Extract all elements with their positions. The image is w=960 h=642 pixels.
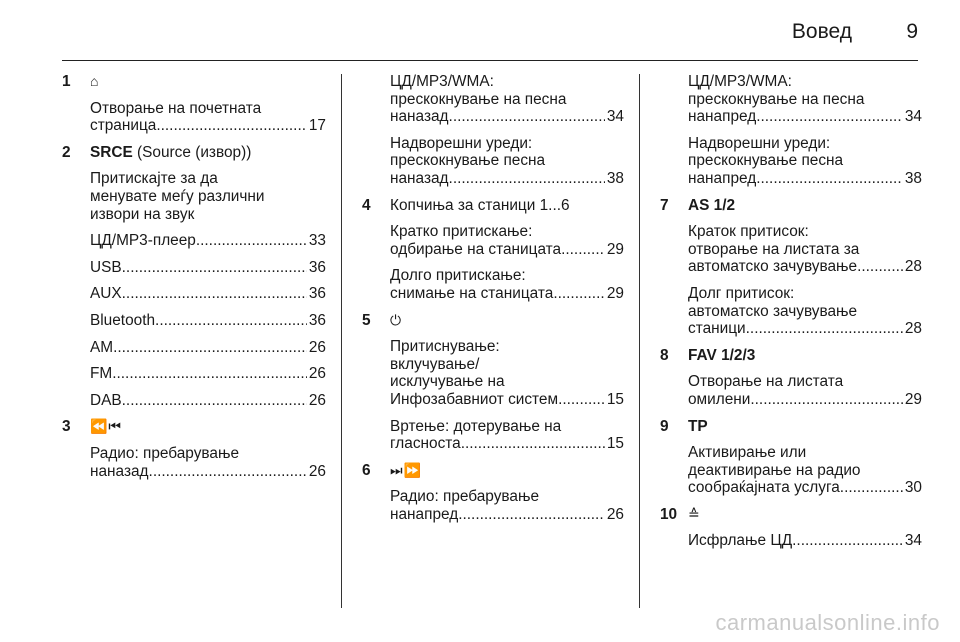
toc-text: AM: [90, 338, 114, 356]
entry-text: прескокнување на песна: [688, 90, 865, 108]
toc-leader-dots: [449, 108, 605, 126]
toc-leader-dots: [458, 506, 605, 524]
toc-row[interactable]: [688, 108, 922, 126]
entry-number: 6: [362, 461, 371, 479]
index-entry: [362, 462, 624, 524]
toc-leader-dots: [553, 285, 605, 303]
toc-leader-dots: [461, 435, 605, 453]
entry-text: Вртење: дотерување на: [390, 417, 562, 435]
entry-text: Притиснување:: [390, 338, 500, 356]
toc-row[interactable]: [90, 365, 326, 383]
entry-text: Радио: пребарување: [390, 488, 540, 506]
toc-row[interactable]: [688, 479, 922, 497]
toc-text: Инфозабавниот систем: [390, 390, 559, 408]
index-column-2: [362, 73, 624, 523]
page-header: [62, 16, 918, 61]
toc-leader-dots: [449, 170, 605, 188]
entry-text: ЦД/MP3/WMA:: [390, 73, 494, 90]
entry-text: Надворешни уреди:: [390, 134, 533, 152]
toc-page-number: 26: [308, 391, 326, 409]
index-entry: [362, 197, 624, 303]
index-entry: [660, 197, 922, 338]
toc-leader-dots: [756, 108, 903, 126]
page-title: Вовед: [791, 20, 852, 43]
toc-text: наназад: [390, 108, 449, 126]
toc-row[interactable]: [90, 339, 326, 357]
index-column-1: [62, 73, 326, 480]
control-label: [688, 347, 922, 365]
entry-text: менувате меѓу различни: [90, 187, 265, 205]
entry-number: 3: [62, 418, 71, 436]
entry-text: Долг притисок:: [688, 284, 795, 302]
index-entry: [62, 418, 326, 480]
entry-text: Активирање или: [688, 444, 807, 462]
toc-page-number: 36: [308, 258, 326, 276]
entry-text: ЦД/MP3/WMA:: [688, 73, 792, 90]
toc-text: AUX: [90, 285, 122, 303]
toc-leader-dots: [792, 532, 903, 550]
index-entry: [62, 144, 326, 410]
toc-row[interactable]: [688, 532, 922, 550]
toc-leader-dots: [122, 392, 307, 410]
toc-leader-dots: [112, 365, 307, 383]
toc-row[interactable]: [390, 170, 624, 188]
toc-page-number: 15: [606, 390, 624, 408]
toc-page-number: 28: [904, 320, 922, 338]
toc-text: одбирање на станицата: [390, 240, 562, 258]
entry-number: 1: [62, 73, 71, 90]
index-entry: [660, 73, 922, 188]
toc-page-number: 26: [308, 365, 326, 383]
toc-row[interactable]: [390, 285, 624, 303]
index-entry: [660, 506, 922, 550]
toc-row[interactable]: [390, 108, 624, 126]
control-label: [390, 462, 624, 480]
toc-text: сообраќајната услуга: [688, 479, 840, 497]
entry-text: деактивирање на радио: [688, 461, 861, 479]
toc-row[interactable]: [90, 312, 326, 330]
entry-number: 2: [62, 143, 71, 161]
entry-text: прескокнување песна: [688, 152, 844, 170]
index-entry: [660, 418, 922, 497]
toc-page-number: 29: [904, 390, 922, 408]
entry-text: Отворање на почетната: [90, 99, 262, 117]
toc-page-number: 36: [308, 285, 326, 303]
entry-text: исклучување на: [390, 373, 505, 391]
toc-text: наназад: [90, 462, 149, 480]
toc-page-number: 30: [904, 479, 922, 497]
column-divider: [639, 74, 640, 608]
entry-text: Отворање на листата: [688, 373, 844, 391]
toc-page-number: 34: [606, 108, 624, 126]
toc-leader-dots: [857, 258, 903, 276]
control-name: Копчиња за станици 1...6: [390, 196, 570, 214]
entry-text: автоматско зачувување: [688, 302, 858, 320]
toc-text: FM: [90, 365, 113, 383]
entry-text: Долго притискање:: [390, 267, 526, 285]
control-key: FAV 1/2/3: [688, 346, 756, 364]
index-entry: [362, 73, 624, 188]
control-label: [390, 197, 624, 215]
toc-leader-dots: [840, 479, 903, 497]
entry-text: вклучување/: [390, 355, 480, 373]
toc-leader-dots: [156, 117, 307, 135]
toc-leader-dots: [149, 463, 307, 481]
index-column-3: [660, 73, 922, 550]
control-label: [90, 144, 326, 162]
toc-page-number: 34: [904, 108, 922, 126]
toc-page-number: 34: [904, 532, 922, 550]
toc-row[interactable]: [90, 259, 326, 277]
toc-text: нанапред: [688, 169, 757, 187]
toc-page-number: 26: [308, 338, 326, 356]
toc-leader-dots: [756, 170, 903, 188]
control-key: SRCE: [90, 143, 133, 161]
toc-text: гласноста: [390, 435, 461, 453]
toc-page-number: 38: [606, 169, 624, 187]
toc-text: нанапред: [390, 505, 459, 523]
entry-number: 5: [362, 311, 371, 329]
toc-text: Исфрлање ЦД: [688, 532, 793, 550]
toc-page-number: 26: [606, 505, 624, 523]
control-label: [688, 506, 922, 524]
control-key-suffix: (Source (извор)): [132, 143, 252, 161]
toc-text: автоматско зачувување: [688, 258, 858, 276]
power-icon: ⏻: [390, 311, 403, 328]
control-label: [390, 312, 624, 330]
toc-leader-dots: [122, 259, 307, 277]
toc-row[interactable]: [390, 241, 624, 259]
toc-page-number: 15: [606, 435, 624, 453]
seek-back-icon: ⏪⏮: [90, 418, 123, 435]
toc-text: страница: [90, 117, 157, 135]
toc-leader-dots: [558, 391, 605, 409]
toc-row[interactable]: [90, 232, 326, 250]
toc-leader-dots: [155, 312, 307, 330]
toc-text: DAB: [90, 391, 122, 409]
toc-text: снимање на станицата: [390, 284, 554, 302]
eject-icon: ≙: [688, 505, 701, 522]
toc-text: USB: [90, 258, 122, 276]
toc-text: станици: [688, 320, 746, 338]
toc-page-number: 36: [308, 311, 326, 329]
toc-text: омилени: [688, 390, 751, 408]
toc-row[interactable]: [90, 463, 326, 481]
control-key: AS 1/2: [688, 196, 736, 214]
toc-row[interactable]: [390, 435, 624, 453]
toc-page-number: 17: [308, 117, 326, 135]
toc-text: нанапред: [688, 108, 757, 126]
toc-page-number: 28: [904, 258, 922, 276]
seek-forward-icon: ⏭⏩: [390, 461, 423, 478]
toc-page-number: 33: [308, 232, 326, 250]
entry-number: 8: [660, 346, 669, 364]
toc-text: ЦД/MP3-плеер: [90, 232, 196, 250]
toc-row[interactable]: [688, 170, 922, 188]
toc-leader-dots: [561, 241, 605, 259]
toc-leader-dots: [750, 391, 903, 409]
index-entry: [660, 347, 922, 409]
control-key: TP: [688, 417, 708, 435]
entry-number: 4: [362, 196, 371, 214]
toc-text: наназад: [390, 169, 449, 187]
entry-text: прескокнување на песна: [390, 90, 567, 108]
toc-row[interactable]: [390, 391, 624, 409]
index-entry: [62, 73, 326, 135]
toc-page-number: 29: [606, 284, 624, 302]
entry-text: прескокнување песна: [390, 152, 546, 170]
control-label: [688, 197, 922, 215]
entry-text: Радио: пребарување: [90, 444, 240, 462]
control-label: [90, 418, 326, 436]
toc-leader-dots: [113, 339, 307, 357]
toc-row[interactable]: [90, 117, 326, 135]
entry-number: 10: [660, 505, 678, 523]
entry-text: Краток притисок:: [688, 223, 809, 241]
toc-leader-dots: [746, 320, 903, 338]
toc-text: Bluetooth: [90, 311, 156, 329]
toc-page-number: 38: [904, 169, 922, 187]
entry-text: извори на звук: [90, 205, 195, 223]
home-icon: ⌂: [90, 73, 100, 89]
entry-text: отворање на листата за: [688, 240, 860, 258]
toc-page-number: 26: [308, 462, 326, 480]
control-label: [688, 418, 922, 436]
entry-text: Притискајте за да: [90, 170, 218, 188]
toc-leader-dots: [196, 232, 307, 250]
toc-leader-dots: [122, 285, 307, 303]
watermark: carmanualsonline.info: [715, 610, 940, 635]
toc-row[interactable]: [90, 285, 326, 303]
column-divider: [341, 74, 342, 608]
entry-text: Надворешни уреди:: [688, 134, 831, 152]
toc-row[interactable]: [688, 320, 922, 338]
toc-row[interactable]: [688, 391, 922, 409]
control-label: [90, 73, 326, 91]
toc-row[interactable]: [390, 506, 624, 524]
entry-number: 7: [660, 196, 669, 214]
toc-row[interactable]: [90, 392, 326, 410]
page-number: 9: [906, 20, 918, 43]
entry-number: 9: [660, 417, 669, 435]
toc-page-number: 29: [606, 240, 624, 258]
entry-text: Кратко притискање:: [390, 223, 533, 241]
toc-row[interactable]: [688, 258, 922, 276]
index-entry: [362, 312, 624, 453]
